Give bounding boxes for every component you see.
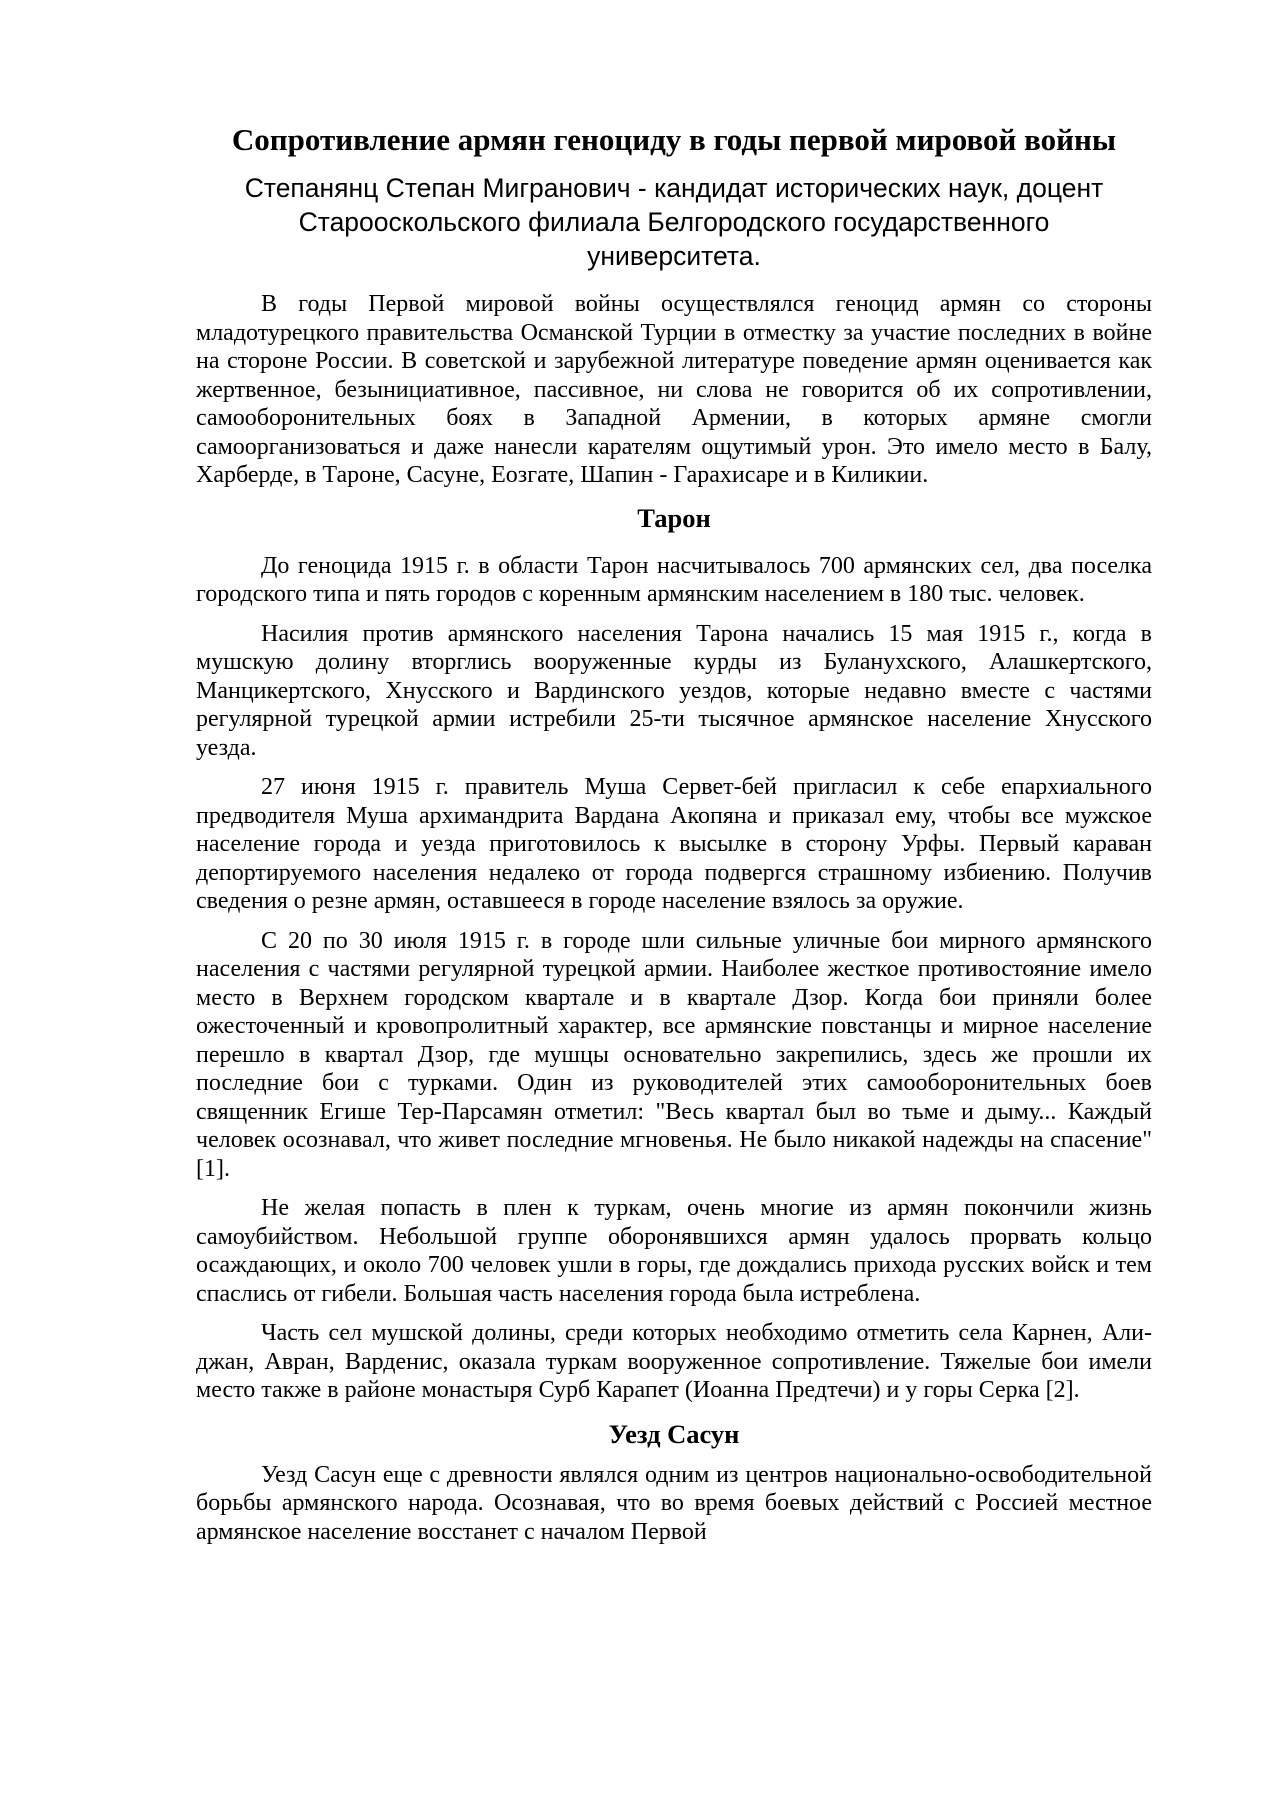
author-line: Степанянц Степан Мигранович - кандидат исторических наук, доцент Старооскольского филиала Белгородского государственного университета. [244, 173, 1104, 271]
paragraph: Не желая попасть в плен к туркам, очень многие из армян покончили жизнь самоубийством. Небольшой группе оборонявшихся армян удалось прорвать кольцо осаждающих, и около 700 человек ушли в горы, где дождались прихода русских войск и тем спаслись от гибели. Большая часть населения города была истреблена. [196, 1195, 1152, 1307]
paragraph: С 20 по 30 июля 1915 г. в городе шли сильные уличные бои мирного армянского населения с частями регулярной турецкой армии. Наиболее жесткое противостояние имело место в Верхнем городском квартале и в квартале Дзор. Когда бои приняли более ожесточенный и кровопролитный характер, все армянские повстанцы и мирное население перешло в квартал Дзор, где мушцы основательно закрепились, здесь же прошли их последние бои с турками. Один из руководителей этих самооборонительных боев священник Егише Тер-Парсамян отметил: "Весь квартал был во тьме и дыму... Каждый человек осознавал, что живет последние мгновенья. Не было никакой надежды на спасение" [1]. [196, 927, 1152, 1182]
section-sasun [196, 1419, 1152, 1547]
section-heading: Тарон [637, 502, 711, 533]
section-heading: Уезд Сасун [608, 1418, 740, 1449]
document-title: Сопротивление армян геноциду в годы первой мировой войны [231, 122, 1117, 157]
paragraph: Насилия против армянского населения Тарона начались 15 мая 1915 г., когда в мушскую долину вторглись вооруженные курды из Буланухского, Алашкертского, Манцикертского, Хнусского и Вардинского уездов, которые недавно вместе с частями регулярной турецкой армии истребили 25-ти тысячное армянское население Хнусского уезда. [196, 620, 1152, 761]
paragraph: 27 июня 1915 г. правитель Муша Сервет-бей пригласил к себе епархиального предводителя Муша архимандрита Вардана Акопяна и приказал ему, чтобы все мужское население города и уезда приготовилось к высылке в сторону Урфы. Первый караван депортируемого населения недалеко от города подвергся страшному избиению. Получив сведения о резне армян, оставшееся в городе население взялось за оружие. [196, 774, 1152, 914]
paragraph: Часть сел мушской долины, среди которых необходимо отметить села Карнен, Али-джан, Авран, Варденис, оказала туркам вооруженное сопротивление. Тяжелые бои имели место также в районе монастыря Сурб Карапет (Иоанна Предтечи) и у горы Серка [2]. [196, 1320, 1152, 1403]
paragraph: До геноцида 1915 г. в области Тарон насчитывалось 700 армянских сел, два поселка городского типа и пять городов с коренным армянским населением в 180 тыс. человек. [196, 552, 1152, 607]
paragraph: Уезд Сасун еще с древности являлся одним из центров национально-освободительной борьбы армянского народа. Осознавая, что во время боевых действий с Россией местное армянское население восстанет с началом Первой [196, 1461, 1152, 1545]
document-page [196, 122, 1152, 1546]
intro-paragraph: В годы Первой мировой войны осуществлялся геноцид армян со стороны младотурецкого правительства Османской Турции в отместку за участие последних в войне на стороне России. В советской и зарубежной литературе поведение армян оценивается как жертвенное, безынициативное, пассивное, ни слова не говорится об их сопротивлении, самооборонительных боях в Западной Армении, в которых армяне смогли самоорганизоваться и даже нанесли карателям ощутимый урон. Это имело место в Балу, Харберде, в Тароне, Сасуне, Еозгате, Шапин - Гарахисаре и в Киликии. [196, 291, 1152, 488]
section-taron [196, 503, 1152, 1405]
